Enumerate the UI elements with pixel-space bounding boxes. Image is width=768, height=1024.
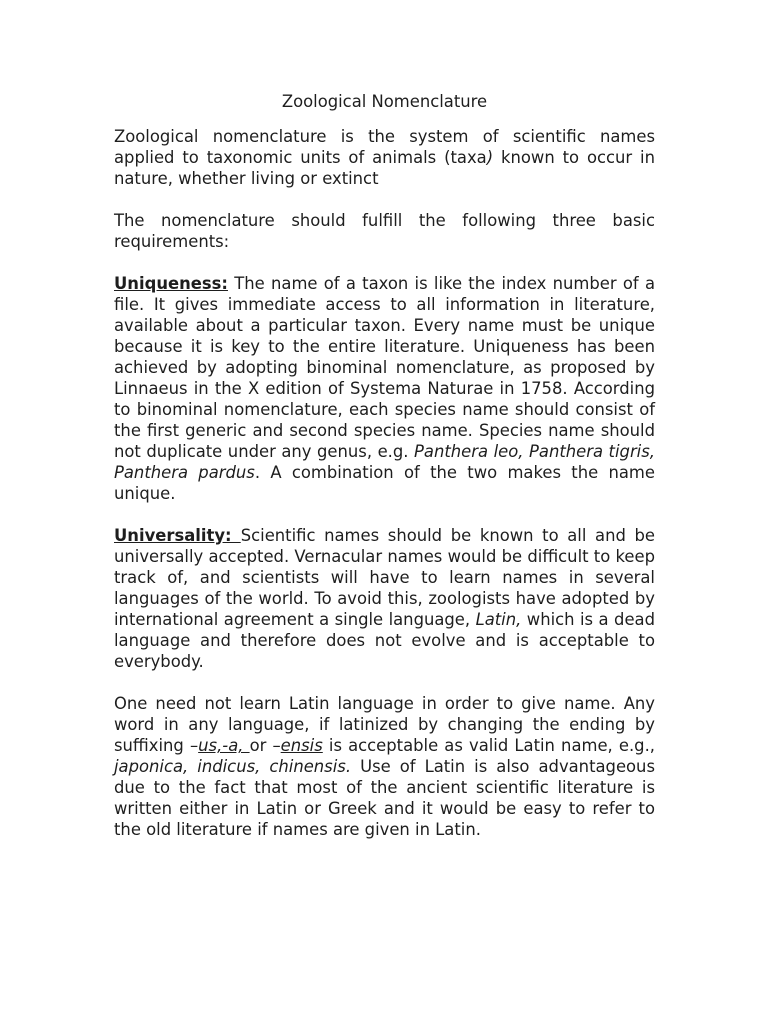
uniqueness-examples: Panthera leo, Panthera tigris, Panthera pardus — [114, 442, 655, 482]
paragraph-universality — [114, 525, 655, 672]
paragraph-requirements: The nomenclature should fulfill the following three basic requirements: — [114, 211, 655, 251]
universality-language: Latin, — [475, 610, 522, 629]
latin-examples: japonica, indicus, chinensis. — [114, 757, 352, 776]
latin-text: One need not learn Latin language in order to give name. Any word in any language, if latinized by changing the ending by suffixing – — [114, 694, 655, 755]
definition-text: Zoological nomenclature is the system of scientific names applied to taxonomic units of animals (taxa — [114, 127, 655, 167]
latin-text-end: Use of Latin is also advantageous due to the fact that most of the ancient scientific literature is written either in Latin or Greek and it would be easy to refer to the old literature if names are given in Latin. — [114, 757, 655, 839]
universality-text: Scientific names should be known to all and be universally accepted. Vernacular names would be difficult to keep track of, and scientists will have to learn names in several languages of the world. To avoid this, zoologists have adopted by international agreement a single language, — [114, 526, 655, 629]
uniqueness-heading: Uniqueness: — [114, 274, 228, 293]
latin-suffix-us-a: us,-a, — [198, 736, 250, 755]
uniqueness-text-end: . A combination of the two makes the name unique. — [114, 463, 655, 503]
document-title: Zoological Nomenclature — [281, 92, 488, 111]
latin-text-valid: is acceptable as valid Latin name, e.g., — [322, 736, 655, 755]
paragraph-uniqueness — [114, 273, 655, 504]
definition-text-end: known to occur in nature, whether living or extinct — [114, 148, 655, 188]
paragraph-definition — [114, 126, 655, 189]
latin-text-or: or – — [249, 736, 281, 755]
universality-heading: Universality: — [114, 526, 241, 545]
latin-suffix-ensis: ensis — [280, 736, 323, 755]
paragraph-latin — [114, 693, 655, 840]
universality-text-end: which is a dead language and therefore does not evolve and is acceptable to everybody. — [114, 610, 655, 671]
definition-paren: ) — [486, 148, 494, 167]
uniqueness-text: The name of a taxon is like the index number of a file. It gives immediate access to all information in literature, available about a particular taxon. Every name must be unique because it is key to the entire literature. Uniqueness has been achieved by adopting binominal nomenclature, as proposed by Linnaeus in the X edition of Systema Naturae in 1758. According to binominal nomenclature, each species name should consist of the first generic and second species name. Species name should not duplicate under any genus, e.g. — [114, 274, 655, 461]
document-page — [114, 91, 655, 861]
